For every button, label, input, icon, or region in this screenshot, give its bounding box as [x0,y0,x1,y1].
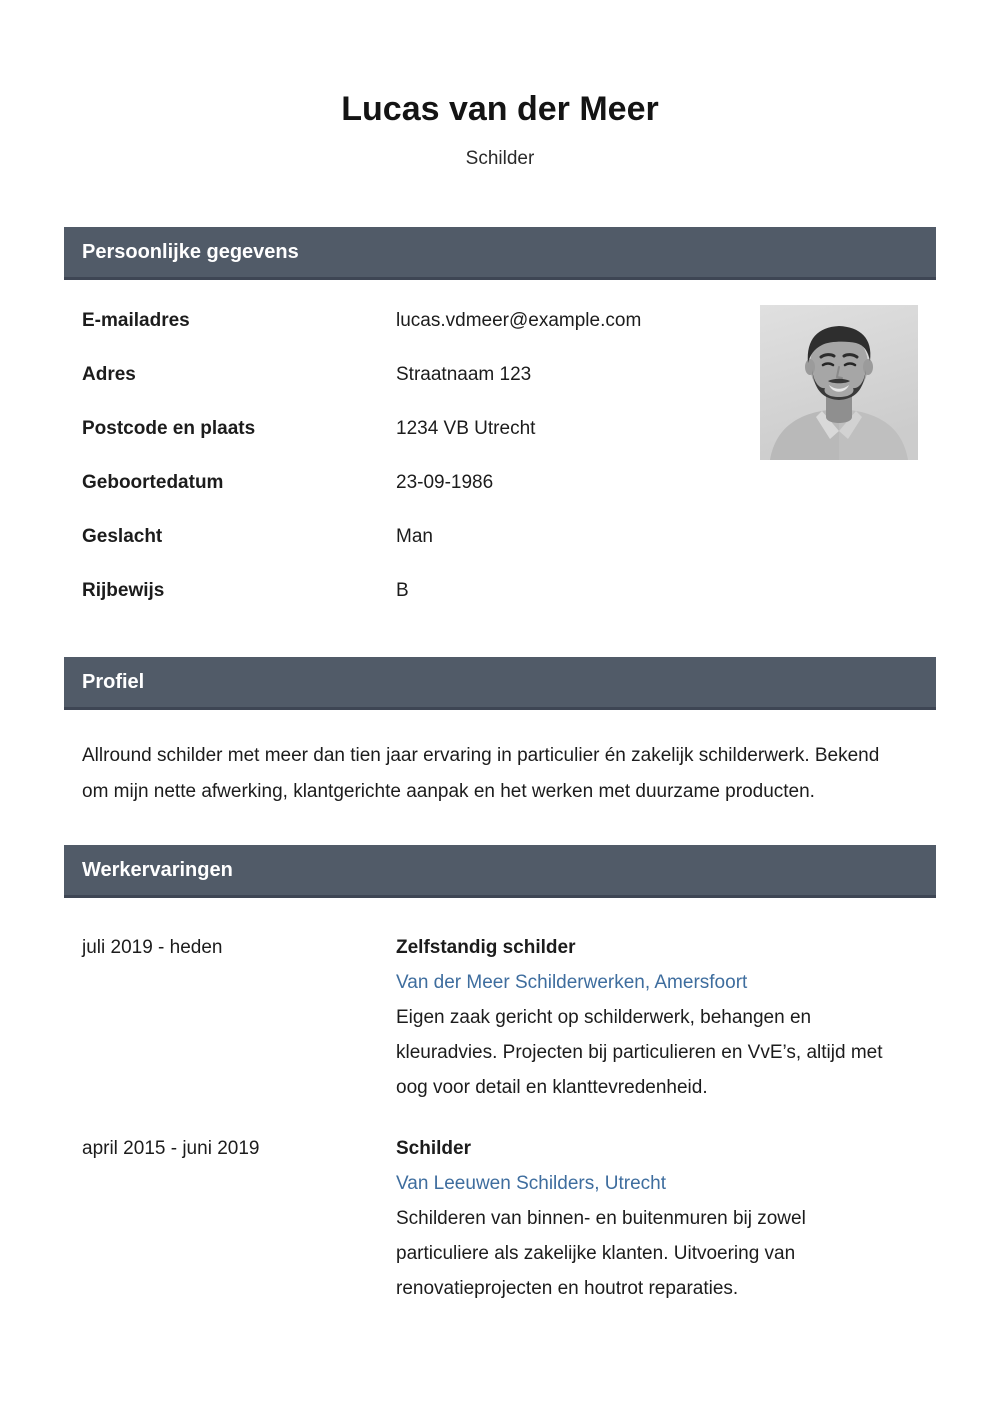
field-value: Man [396,526,433,547]
field-value: 1234 VB Utrecht [396,418,536,439]
ear-right [863,359,873,375]
person-job-title: Schilder [465,148,535,169]
experience-description: Schilderen van binnen- en buitenmuren bij zowel particuliere als zakelijke klanten. Uitvoering van renovatieprojecten en houtrot reparaties. [396,1208,806,1299]
experience-company-link[interactable]: Van der Meer Schilderwerken, Amersfoort [396,972,748,993]
personal-row-gender [82,526,900,548]
field-value: Straatnaam 123 [396,364,532,385]
field-value: B [396,580,409,601]
ear-left [805,359,815,375]
person-name: Lucas van der Meer [341,90,659,128]
profile-text: Allround schilder met meer dan tien jaar ervaring in particulier én zakelijk schilderwerk. Bekend om mijn nette afwerking, klantgerichte aanpak en het werken met duurzame producten. [82,745,880,802]
section-heading-experience: Werkervaringen [64,845,936,898]
cv-header [0,0,1000,171]
field-label: Adres [82,364,136,385]
field-label: Geslacht [82,526,163,547]
experience-period: juli 2019 - heden [82,937,223,958]
experience-period: april 2015 - juni 2019 [82,1138,260,1159]
personal-row-birthdate [82,472,900,494]
personal-row-drivers-license [82,580,900,602]
experience-role: Zelfstandig schilder [396,937,576,958]
field-label: Rijbewijs [82,580,165,601]
portrait-illustration [760,305,918,460]
experience-entry [64,1131,936,1306]
field-value: lucas.vdmeer@example.com [396,310,642,331]
experience-details [396,930,900,1105]
field-label: E-mailadres [82,310,190,331]
section-heading-personal: Persoonlijke gegevens [64,227,936,280]
section-experience [64,845,936,1306]
section-heading-profile: Profiel [64,657,936,710]
field-value: 23-09-1986 [396,472,494,493]
section-profile [64,657,936,810]
experience-details [396,1131,900,1306]
profile-photo [760,305,918,460]
experience-role: Schilder [396,1138,471,1159]
experience-description: Eigen zaak gericht op schilderwerk, behangen en kleuradvies. Projecten bij particulieren en VvE’s, altijd met oog voor detail en klanttevredenheid. [396,1007,883,1098]
experience-company-link[interactable]: Van Leeuwen Schilders, Utrecht [396,1173,667,1194]
experience-entry [64,930,936,1105]
field-label: Geboortedatum [82,472,224,493]
field-label: Postcode en plaats [82,418,256,439]
